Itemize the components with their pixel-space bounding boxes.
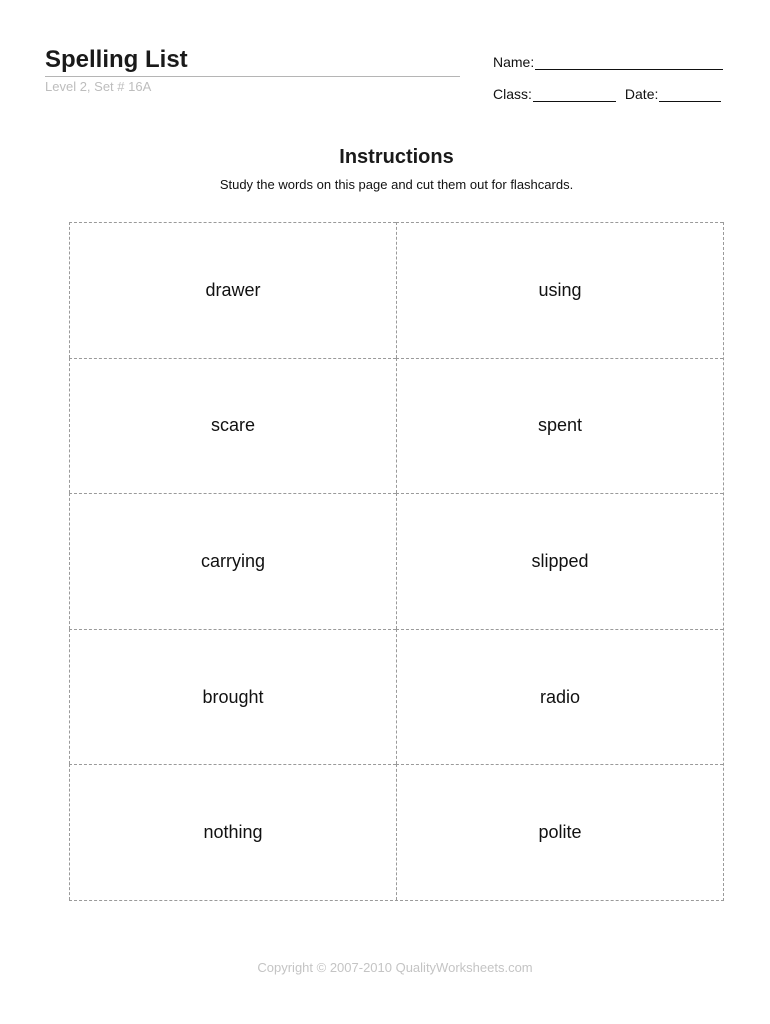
date-blank-line xyxy=(659,87,721,102)
flashcard: drawer xyxy=(69,222,396,358)
instructions-heading: Instructions xyxy=(339,146,454,168)
flashcard: slipped xyxy=(396,493,723,629)
level-subtitle: Level 2, Set # 16A xyxy=(45,79,152,94)
class-blank-line xyxy=(533,87,616,102)
flashcard: radio xyxy=(396,629,723,765)
class-label: Class: xyxy=(493,86,532,102)
flashcard: scare xyxy=(69,358,396,494)
flashcard: carrying xyxy=(69,493,396,629)
class-date-field xyxy=(493,86,721,102)
flashcard-grid xyxy=(69,222,724,901)
title-underline xyxy=(45,76,460,77)
flashcard: using xyxy=(396,222,723,358)
name-label: Name: xyxy=(493,54,535,70)
instructions-text: Study the words on this page and cut them out for flashcards. xyxy=(219,177,574,192)
date-label: Date: xyxy=(624,86,659,102)
flashcard: polite xyxy=(396,764,723,900)
name-blank-line xyxy=(535,55,723,70)
copyright-footer: Copyright © 2007-2010 QualityWorksheets.com xyxy=(257,960,533,975)
flashcard: brought xyxy=(69,629,396,765)
flashcard: spent xyxy=(396,358,723,494)
flashcard: nothing xyxy=(69,764,396,900)
page-title: Spelling List xyxy=(45,46,188,73)
name-field xyxy=(493,54,723,70)
